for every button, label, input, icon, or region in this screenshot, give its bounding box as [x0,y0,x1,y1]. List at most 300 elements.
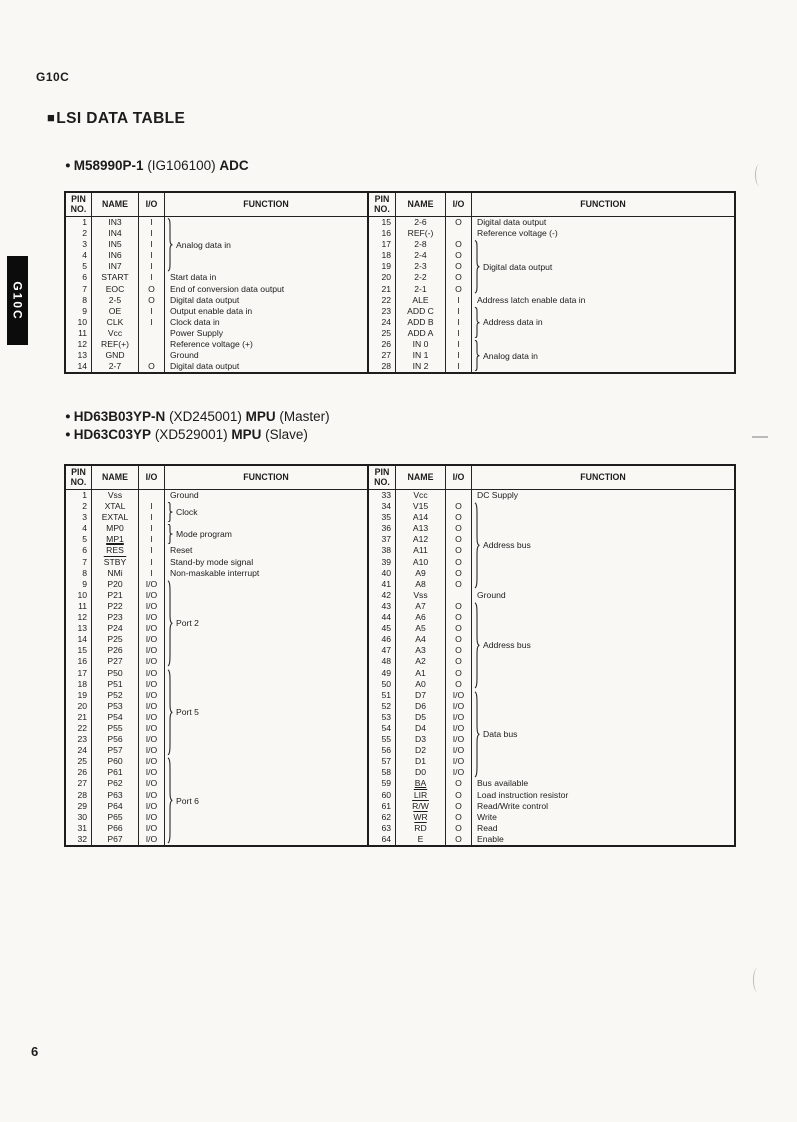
pin-io: I/O [138,645,164,656]
col-header-function: FUNCTION [164,466,367,489]
pin-io: I/O [138,668,164,679]
pin-io: O [138,295,164,306]
pin-function [164,801,367,812]
pin-function [471,512,734,523]
pin-number: 15 [381,217,391,227]
pin-io: I/O [138,656,164,667]
pin-function [164,512,367,523]
pin-name: IN6 [91,250,138,261]
pin-number: 5 [82,261,87,272]
pin-function [471,579,734,590]
pin-number: 6 [82,545,87,556]
mpu-slave-part-code: (XD529001) [154,427,228,442]
pin-io: O [445,801,471,812]
pin-io: O [445,523,471,534]
pin-function [164,217,367,228]
pin-function [471,690,734,701]
pin-io [138,339,164,350]
pin-name: $\overline{WR}$ [395,812,445,823]
pin-function: Stand-by mode signal [164,557,367,568]
mpu-table-right-half [367,466,734,845]
col-header-io: I/O [138,193,164,216]
pin-io: I/O [445,767,471,778]
pin-function [471,534,734,545]
pin-io: O [445,679,471,690]
pin-name: Vcc [395,490,445,501]
pin-function [471,634,734,645]
pin-name: 2-7 [91,361,138,372]
pin-io: I/O [138,690,164,701]
pin-number: 44 [381,612,391,623]
pin-number: 58 [381,767,391,778]
col-header-io: I/O [445,466,471,489]
pin-name: 2-1 [395,284,445,295]
col-header-name: NAME [91,193,138,216]
pin-name: P57 [91,745,138,756]
pin-io [445,590,471,601]
pin-name: 2-6 [395,217,445,228]
pin-function: Ground [164,350,367,361]
pin-name: NMi [91,568,138,579]
pin-function [164,228,367,239]
pin-number: 5 [82,534,87,545]
pin-number: 12 [77,339,87,350]
pin-function: Bus available [471,778,734,789]
pin-io: I [138,261,164,272]
pin-io: I [138,512,164,523]
pin-io: O [445,261,471,272]
pin-io: O [445,812,471,823]
pin-function [164,590,367,601]
pin-name: D5 [395,712,445,723]
pin-function [164,690,367,701]
pin-name: P53 [91,701,138,712]
pin-name: XTAL [91,501,138,512]
pin-number: 4 [82,523,87,534]
pin-number: 60 [381,789,391,800]
pin-function: Reference voltage (-) [471,228,734,239]
pin-name: OE [91,306,138,317]
pin-function [471,701,734,712]
pin-name: P27 [91,656,138,667]
pin-name: P55 [91,723,138,734]
pin-io: I/O [445,690,471,701]
pin-number: 25 [381,327,391,338]
group-label: Address data in [483,317,543,328]
pin-number: 10 [77,316,87,327]
adc-type: ADC [219,158,249,173]
pin-number: 49 [381,667,391,678]
table-header-row [369,193,734,217]
pin-io: I/O [138,801,164,812]
adc-right-rows [369,217,734,372]
pin-function: Non-maskable interrupt [164,568,367,579]
pin-function [471,656,734,667]
pin-io: O [445,601,471,612]
pin-function [471,501,734,512]
pin-name: BA [395,778,445,789]
col-header-name: NAME [395,466,445,489]
pin-number: 50 [381,678,391,689]
pin-function [164,579,367,590]
mpu-master-model: HD63B03YP-N [73,409,166,424]
pin-function [471,239,734,250]
pin-name: Vss [91,490,138,501]
pin-name: P24 [91,623,138,634]
pin-number: 13 [77,623,87,634]
col-header-pin-no: PIN NO. [70,467,87,487]
pin-io: O [445,823,471,834]
pin-number: 11 [78,327,87,338]
pin-number: 7 [82,283,87,294]
pin-function [471,723,734,734]
pin-number: 25 [77,756,87,767]
pin-number: 48 [381,656,391,667]
pin-number: 7 [82,556,87,567]
pin-io: O [445,579,471,590]
pin-number: 15 [77,645,87,656]
pin-number: 36 [381,523,391,534]
pin-number: 23 [77,734,87,745]
mpu-right-rows [369,490,734,845]
pin-name: D0 [395,767,445,778]
pin-name: P25 [91,634,138,645]
pin-name: A13 [395,523,445,534]
pin-io: I/O [138,601,164,612]
pin-name: IN4 [91,228,138,239]
pin-number: 37 [381,534,391,545]
pin-name: R/W [395,801,445,812]
pin-io: I [445,328,471,339]
pin-function [164,767,367,778]
mpu-slave-type: MPU [231,427,262,442]
pin-io: O [445,668,471,679]
pin-number: 4 [82,250,87,261]
pin-io: I/O [138,734,164,745]
pin-number: 16 [381,228,391,239]
pin-number: 61 [381,800,391,811]
pin-number: 43 [381,600,391,611]
pin-function [471,272,734,283]
side-index-tab [7,256,28,345]
pin-function: Ground [164,490,367,501]
pin-io: I/O [138,823,164,834]
pin-name: P22 [91,601,138,612]
pin-name: 2-4 [395,250,445,261]
pin-name: A8 [395,579,445,590]
pin-number: 6 [82,272,87,283]
pin-io: O [445,790,471,801]
pin-io: O [445,656,471,667]
pin-number: 42 [381,589,391,600]
pin-name: P65 [91,812,138,823]
pin-io: I/O [138,778,164,789]
pin-name: P23 [91,612,138,623]
pin-function [164,612,367,623]
col-header-function: FUNCTION [164,193,367,216]
pin-number: 38 [381,545,391,556]
pin-name: $\overline{RD}$ [395,823,445,834]
pin-name: D2 [395,745,445,756]
pin-io: O [445,623,471,634]
pin-number: 33 [381,490,391,500]
pin-io: O [138,284,164,295]
pin-name: ADD A [395,328,445,339]
pin-name: P21 [91,590,138,601]
pin-io [445,490,471,501]
pin-name: V15 [395,501,445,512]
pin-number: 18 [77,678,87,689]
pin-name: MP1 [91,534,138,545]
pin-name: IN3 [91,217,138,228]
pin-io [138,490,164,501]
scan-artifact [752,436,768,438]
pin-name: A2 [395,656,445,667]
pin-function [164,239,367,250]
table-header-row [369,466,734,490]
pin-function: Write [471,812,734,823]
pin-number: 12 [77,612,87,623]
pin-io: I/O [445,723,471,734]
pin-function [471,623,734,634]
adc-model: M58990P-1 [73,158,144,173]
pin-io: I/O [138,756,164,767]
col-header-name: NAME [395,193,445,216]
mpu-table-left-half [66,466,367,845]
pin-function [164,645,367,656]
pin-function [471,756,734,767]
pin-function [471,306,734,317]
pin-io: I [138,272,164,283]
pin-number: 14 [77,361,87,372]
pin-function: Read [471,823,734,834]
pin-io: O [445,512,471,523]
pin-function: Digital data output [164,295,367,306]
pin-number: 14 [77,634,87,645]
pin-function [471,339,734,350]
pin-name: P66 [91,823,138,834]
pin-name: A0 [395,679,445,690]
pin-number: 2 [82,228,87,239]
pin-io: O [138,361,164,372]
pin-number: 2 [82,501,87,512]
pin-io: I/O [445,701,471,712]
pin-name: IN5 [91,239,138,250]
pin-io: I [138,250,164,261]
pin-number: 19 [77,689,87,700]
pin-number: 54 [381,722,391,733]
pin-function [164,534,367,545]
pin-function: Read/Write control [471,801,734,812]
pin-function: Reference voltage (+) [164,339,367,350]
pin-name: D6 [395,701,445,712]
pin-number: 3 [82,512,87,523]
pin-number: 35 [381,512,391,523]
pin-number: 28 [381,361,391,372]
pin-io: O [445,778,471,789]
pin-name: EOC [91,284,138,295]
pin-io: I/O [138,767,164,778]
pin-number: 16 [77,656,87,667]
group-label: Data bus [483,729,518,740]
group-label: Digital data output [483,261,553,272]
group-label: Analog data in [483,350,538,361]
mpu-left-rows [66,490,367,845]
pin-name: REF(-) [395,228,445,239]
pin-io: O [445,612,471,623]
mpu-pin-table [64,464,736,847]
group-label: Address bus [483,640,531,651]
mpu-slave-variant: (Slave) [265,427,308,442]
pin-io [138,350,164,361]
pin-io: I/O [138,834,164,845]
pin-number: 26 [77,767,87,778]
pin-name: IN 0 [395,339,445,350]
adc-part-code: (IG106100) [147,158,216,173]
pin-name: ALE [395,295,445,306]
pin-function: Enable [471,834,734,845]
group-label: Address bus [483,540,531,551]
pin-name: P64 [91,801,138,812]
pin-number: 45 [381,623,391,634]
pin-io: I [445,317,471,328]
pin-function [471,767,734,778]
pin-function [471,361,734,372]
pin-number: 18 [381,250,391,261]
pin-name: D4 [395,723,445,734]
pin-name: D7 [395,690,445,701]
adc-chip-title [65,158,249,173]
pin-name: IN 2 [395,361,445,372]
col-header-pin-no: PIN NO. [374,194,390,214]
pin-io: O [445,272,471,283]
pin-io: I/O [138,679,164,690]
pin-function [164,261,367,272]
pin-function [471,601,734,612]
pin-io: I [138,306,164,317]
pin-io: O [445,284,471,295]
pin-io: O [445,217,471,228]
pin-io: I [138,545,164,556]
pin-io [445,228,471,239]
pin-function [164,834,367,845]
pin-function [164,668,367,679]
pin-io: I [138,317,164,328]
pin-function: Power Supply [164,328,367,339]
pin-number: 13 [77,350,87,361]
side-index-tab-label: G10C [10,280,25,321]
pin-io [138,328,164,339]
pin-name: GND [91,350,138,361]
mpu-master-chip-title [65,409,330,424]
pin-io: O [445,250,471,261]
pin-io: I [138,501,164,512]
pin-io: I/O [138,590,164,601]
group-label: Port 5 [176,706,199,717]
adc-left-rows [66,217,367,372]
pin-function [471,645,734,656]
pin-function [164,778,367,789]
pin-number: 40 [381,567,391,578]
pin-io: I [138,217,164,228]
pin-name: 2-2 [395,272,445,283]
pin-function [164,634,367,645]
pin-io: O [445,645,471,656]
pin-io: I/O [138,812,164,823]
pin-number: 23 [381,305,391,316]
adc-table-left-half [66,193,367,372]
pin-function: Start data in [164,272,367,283]
table-header-row [66,193,367,217]
pin-name: A12 [395,534,445,545]
pin-number: 3 [82,239,87,250]
col-header-function: FUNCTION [471,193,734,216]
mpu-master-variant: (Master) [279,409,330,424]
pin-number: 1 [82,490,87,500]
pin-name: ADD C [395,306,445,317]
pin-number: 57 [381,756,391,767]
pin-function: End of conversion data output [164,284,367,295]
pin-number: 17 [381,239,391,250]
pin-io: I [138,239,164,250]
col-header-pin-no: PIN NO. [374,467,390,487]
pin-number: 51 [381,689,391,700]
pin-io: I/O [445,712,471,723]
pin-name: A5 [395,623,445,634]
pin-function [471,668,734,679]
pin-function [164,812,367,823]
pin-function: Reset [164,545,367,556]
pin-io: I/O [138,723,164,734]
pin-function [471,679,734,690]
group-label: Clock [176,507,198,518]
pin-io: I/O [138,701,164,712]
pin-name: Vss [395,590,445,601]
pin-number: 32 [77,833,87,844]
pin-io: I [445,339,471,350]
pin-function [471,734,734,745]
pin-name: P50 [91,668,138,679]
pin-io: I/O [138,745,164,756]
pin-name: A7 [395,601,445,612]
pin-io: I [445,295,471,306]
pin-name: Vcc [91,328,138,339]
group-label: Analog data in [176,239,231,250]
pin-function [164,790,367,801]
pin-name: A11 [395,545,445,556]
pin-number: 46 [381,634,391,645]
pin-io: I [445,350,471,361]
pin-name: ADD B [395,317,445,328]
pin-function: Digital data output [164,361,367,372]
pin-function [164,523,367,534]
scan-artifact [753,968,762,992]
pin-io: O [445,239,471,250]
page-number: 6 [31,1044,39,1059]
pin-function [471,712,734,723]
pin-name: CLK [91,317,138,328]
pin-name: A1 [395,668,445,679]
pin-function [471,545,734,556]
col-header-name: NAME [91,466,138,489]
pin-name: A9 [395,568,445,579]
pin-number: 63 [381,822,391,833]
pin-function [471,284,734,295]
table-header-row [66,466,367,490]
pin-number: 22 [77,722,87,733]
pin-function [164,601,367,612]
pin-function [164,679,367,690]
